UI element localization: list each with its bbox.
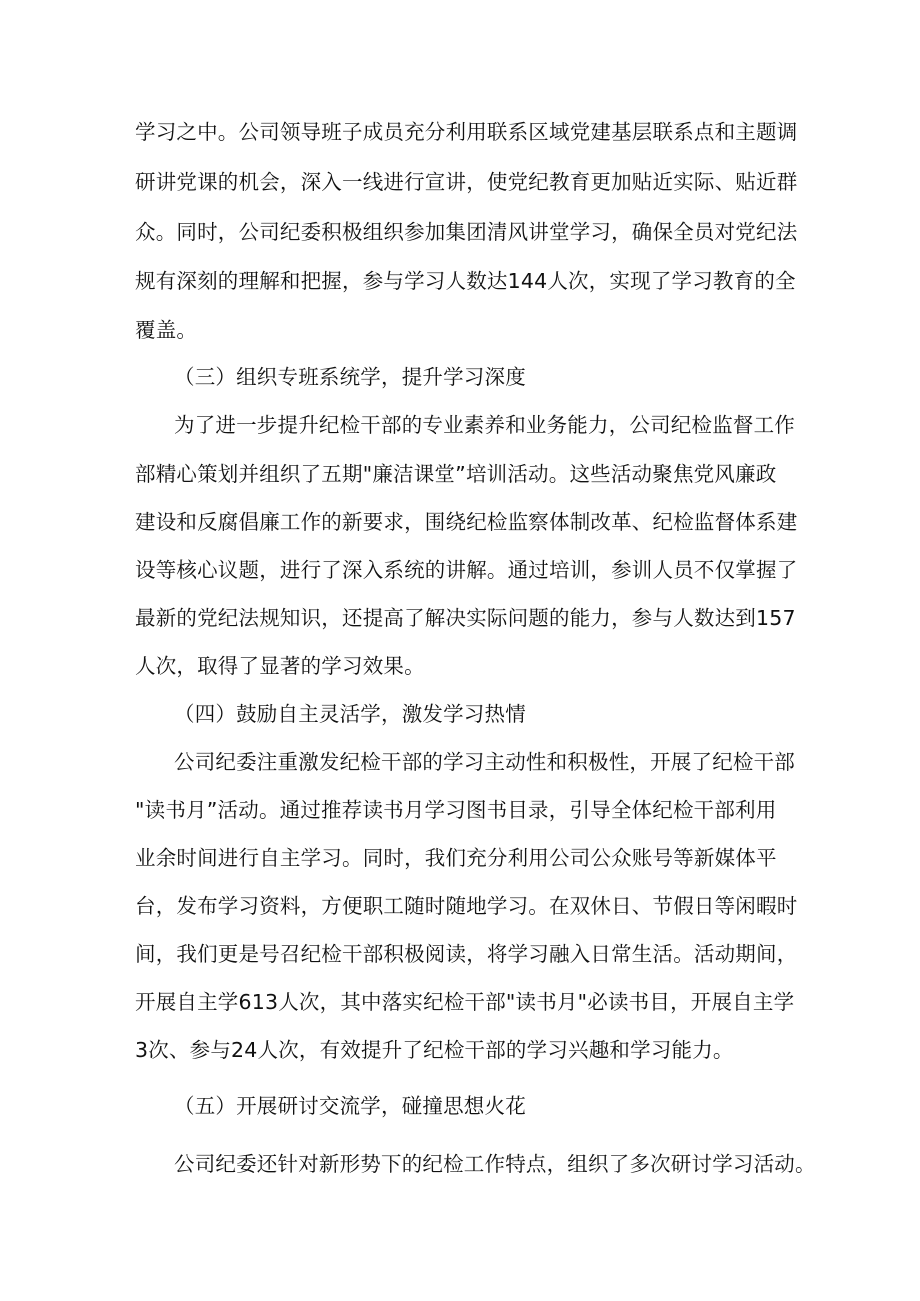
body-text-line: 为了进一步提升纪检干部的专业素养和业务能力，公司纪检监督工作 bbox=[174, 413, 795, 437]
body-text-line: 设等核心议题，进行了深入系统的讲解。通过培训，参训人员不仅掌握了 bbox=[135, 558, 798, 582]
body-text-line: 台，发布学习资料，方便职工随时随地学习。在双休日、节假日等闲暇时 bbox=[135, 894, 798, 918]
body-text-line: 最新的党纪法规知识，还提高了解决实际问题的能力，参与人数达到157 bbox=[135, 606, 796, 630]
body-text-line: 3次、参与24人次，有效提升了纪检干部的学习兴趣和学习能力。 bbox=[135, 1038, 734, 1062]
body-text-line: "读书月”活动。通过推荐读书月学习图书目录，引导全体纪检干部利用 bbox=[135, 798, 777, 822]
section-heading-5: （五）开展研讨交流学，碰撞思想火花 bbox=[174, 1094, 526, 1118]
body-text-line: 覆盖。 bbox=[135, 318, 198, 342]
body-text-line: 开展自主学613人次，其中落实纪检干部"读书月"必读书目，开展自主学 bbox=[135, 990, 795, 1014]
body-text-line: 业余时间进行自主学习。同时，我们充分利用公司公众账号等新媒体平 bbox=[135, 846, 777, 870]
body-text-line: 人次，取得了显著的学习效果。 bbox=[135, 654, 425, 678]
section-heading-4: （四）鼓励自主灵活学，激发学习热情 bbox=[174, 702, 526, 726]
body-text-line: 间，我们更是号召纪检干部积极阅读，将学习融入日常生活。活动期间， bbox=[135, 942, 798, 966]
body-text-line: 公司纪委还针对新形势下的纪检工作特点，组织了多次研讨学习活动。 bbox=[174, 1152, 816, 1176]
section-heading-3: （三）组织专班系统学，提升学习深度 bbox=[174, 365, 526, 389]
body-text-line: 学习之中。公司领导班子成员充分利用联系区域党建基层联系点和主题调 bbox=[135, 120, 798, 144]
body-text-line: 规有深刻的理解和把握，参与学习人数达144人次，实现了学习教育的全 bbox=[135, 269, 796, 293]
body-text-line: 建设和反腐倡廉工作的新要求，围绕纪检监察体制改革、纪检监督体系建 bbox=[135, 510, 798, 534]
body-text-line: 公司纪委注重激发纪检干部的学习主动性和积极性，开展了纪检干部 bbox=[174, 750, 795, 774]
body-text-line: 部精心策划并组织了五期"廉洁课堂”培训活动。这些活动聚焦党风廉政 bbox=[135, 462, 777, 486]
body-text-line: 众。同时，公司纪委积极组织参加集团清风讲堂学习，确保全员对党纪法 bbox=[135, 220, 798, 244]
body-text-line: 研讲党课的机会，深入一线进行宣讲，使党纪教育更加贴近实际、贴近群 bbox=[135, 170, 798, 194]
